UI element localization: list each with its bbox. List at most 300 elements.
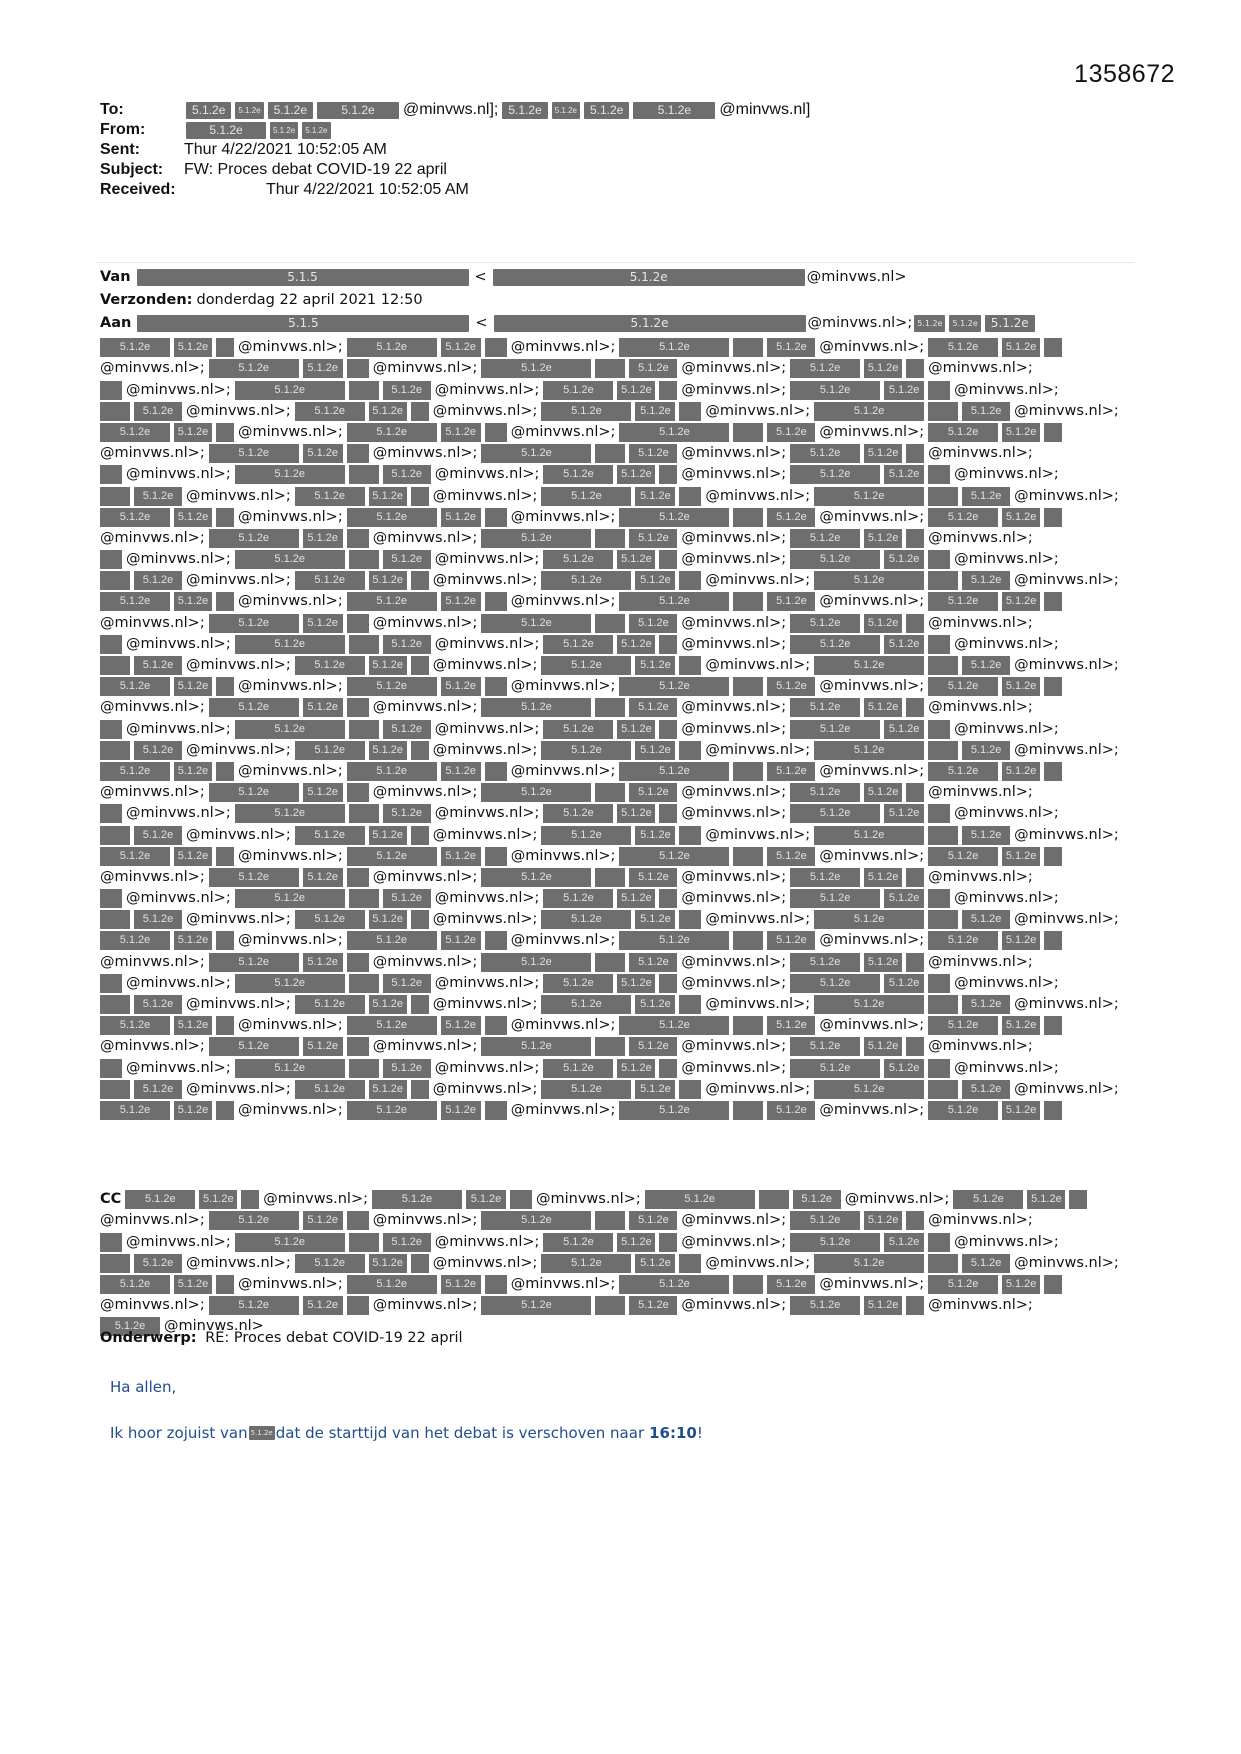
redaction <box>485 847 507 866</box>
message-line <box>110 1424 703 1442</box>
redaction: 5.1.2e <box>270 122 298 139</box>
redaction: 5.1.2e <box>303 1037 343 1056</box>
redaction <box>659 550 677 569</box>
redaction: 5.1.2e <box>235 720 345 739</box>
redaction: 5.1.2e <box>635 826 675 845</box>
redaction: 5.1.2e <box>235 465 345 484</box>
redaction: 5.1.2e <box>441 592 481 611</box>
recipient-line <box>100 1296 1136 1315</box>
redaction <box>679 656 701 675</box>
redaction: 5.1.2e <box>543 804 613 823</box>
redaction: 5.1.2e <box>541 487 631 506</box>
redaction: 5.1.2e <box>347 423 437 442</box>
redaction: 5.1.2e <box>790 868 860 887</box>
redaction: 5.1.2e <box>864 953 902 972</box>
redaction: 5.1.2e <box>619 762 729 781</box>
recipient-domain: @minvws.nl>; <box>100 360 205 377</box>
redaction: 5.1.2e <box>635 1080 675 1099</box>
recipient-domain: @minvws.nl>; <box>372 1038 478 1055</box>
redaction <box>347 359 369 378</box>
recipient-domain: @minvws.nl>; <box>954 381 1059 398</box>
recipient-domain: @minvws.nl>; <box>844 1191 950 1208</box>
redaction: 5.1.2e <box>635 656 675 675</box>
redaction <box>595 868 625 887</box>
recipient-domain: @minvws.nl>; <box>126 720 231 737</box>
redaction <box>679 487 701 506</box>
redaction <box>411 826 429 845</box>
redaction <box>485 423 507 442</box>
verzonden-row <box>100 289 1136 312</box>
redaction <box>679 402 701 421</box>
redaction <box>349 465 379 484</box>
redaction: 5.1.2e <box>928 592 998 611</box>
redaction: 5.1.2e <box>814 995 924 1014</box>
recipient-domain: @minvws.nl>; <box>434 381 540 398</box>
redaction <box>928 550 950 569</box>
redaction <box>733 338 763 357</box>
redaction <box>1044 762 1062 781</box>
redaction: 5.1.2e <box>235 381 345 400</box>
recipient-line <box>100 550 1136 569</box>
redaction: 5.1.2e <box>884 1233 924 1252</box>
recipient-domain: @minvws.nl>; <box>372 868 478 885</box>
redaction: 5.1.2e <box>383 974 431 993</box>
redaction: 5.1.2e <box>100 677 170 696</box>
recipient-domain: @minvws.nl>; <box>819 932 925 949</box>
redaction <box>347 1037 369 1056</box>
van-row: Van 5.1.5 < 5.1.2e @minvws.nl> <box>100 266 1136 289</box>
redaction: 5.1.2e <box>790 359 860 378</box>
redaction: 5.1.2e <box>645 1190 755 1209</box>
redaction: 5.1.2e <box>884 974 924 993</box>
redaction <box>347 614 369 633</box>
recipient-domain: @minvws.nl>; <box>238 762 343 779</box>
redaction: 5.1.2e <box>134 1080 182 1099</box>
redaction: 5.1.2e <box>209 1296 299 1315</box>
redaction: 5.1.2e <box>441 762 481 781</box>
redaction <box>659 635 677 654</box>
redaction <box>679 741 701 760</box>
recipient-domain: @minvws.nl>; <box>263 1191 368 1208</box>
redaction: 5.1.2e <box>347 592 437 611</box>
recipient-domain: @minvws.nl>; <box>372 699 478 716</box>
recipient-domain: @minvws.nl>; <box>928 445 1033 462</box>
recipient-line <box>100 465 1136 484</box>
redaction: 5.1.2e <box>383 465 431 484</box>
recipient-domain: @minvws.nl>; <box>126 974 231 991</box>
redaction <box>241 1190 259 1209</box>
redaction <box>485 1275 507 1294</box>
redaction <box>928 826 958 845</box>
recipient-domain: @minvws.nl>; <box>681 890 787 907</box>
recipient-domain: @minvws.nl>; <box>372 445 478 462</box>
redaction: 5.1.2e <box>619 338 729 357</box>
redaction <box>1044 338 1062 357</box>
recipient-domain: @minvws.nl>; <box>372 529 478 546</box>
redaction <box>679 1080 701 1099</box>
redaction: 5.1.2e <box>441 508 481 527</box>
redaction: 5.1.2e <box>481 1296 591 1315</box>
redaction <box>906 444 924 463</box>
recipient-domain: @minvws.nl>; <box>238 1275 343 1292</box>
recipient-domain: @minvws.nl>; <box>100 529 205 546</box>
redaction <box>485 1016 507 1035</box>
redaction <box>733 423 763 442</box>
redaction: 5.1.2e <box>295 1254 365 1273</box>
recipient-line <box>100 762 1136 781</box>
redaction: 5.1.2e <box>134 741 182 760</box>
redaction <box>100 1059 122 1078</box>
redaction <box>1044 1275 1062 1294</box>
recipient-domain: @minvws.nl>; <box>372 953 478 970</box>
redaction <box>659 465 677 484</box>
recipient-domain: @minvws.nl>; <box>126 805 231 822</box>
redaction <box>485 1101 507 1120</box>
recipient-domain: @minvws.nl>; <box>510 932 616 949</box>
recipient-domain: @minvws.nl>; <box>186 402 291 419</box>
redaction <box>216 508 234 527</box>
redaction <box>100 974 122 993</box>
recipient-line <box>100 826 1136 845</box>
recipient-line <box>100 868 1136 887</box>
redaction <box>733 677 763 696</box>
recipient-domain: @minvws.nl>; <box>186 572 291 589</box>
redaction <box>906 1211 924 1230</box>
redaction <box>510 1190 532 1209</box>
recipient-domain: @minvws.nl>; <box>372 360 478 377</box>
redaction <box>411 1254 429 1273</box>
recipient-domain: @minvws.nl>; <box>186 996 291 1012</box>
recipient-domain: @minvws.nl>; <box>372 784 478 801</box>
recipient-domain: @minvws.nl>; <box>126 1059 231 1076</box>
redaction: 5.1.2e <box>209 614 299 633</box>
redaction: 5.1.2e <box>383 550 431 569</box>
redaction: 5.1.2e <box>174 931 212 950</box>
message-after: dat de starttijd van het debat is verschoven naar <box>275 1424 645 1442</box>
redaction: 5.1.2e <box>962 571 1010 590</box>
recipient-line <box>100 698 1136 717</box>
redaction: 5.1.2e <box>552 102 580 119</box>
message-exclaim: ! <box>696 1424 703 1442</box>
to-domain: @minvws.nl] <box>719 101 811 118</box>
redaction: 5.1.2e <box>295 402 365 421</box>
redaction: 5.1.2e <box>100 762 170 781</box>
redaction: 5.1.5 <box>137 269 469 286</box>
recipient-domain: @minvws.nl>; <box>705 911 811 928</box>
redaction: 5.1.2e <box>249 1426 275 1440</box>
redaction: 5.1.2e <box>814 656 924 675</box>
redaction: 5.1.2e <box>790 1233 880 1252</box>
redaction: 5.1.2e <box>864 698 902 717</box>
redaction: 5.1.2e <box>790 444 860 463</box>
recipient-domain: @minvws.nl>; <box>1014 1080 1119 1097</box>
redaction <box>733 592 763 611</box>
redaction: 5.1.2e <box>441 677 481 696</box>
redaction: 5.1.2e <box>100 847 170 866</box>
redaction: 5.1.2e <box>635 487 675 506</box>
redaction: 5.1.2e <box>790 1037 860 1056</box>
recipient-line <box>100 571 1136 590</box>
redaction <box>411 1080 429 1099</box>
redaction <box>659 381 677 400</box>
recipient-domain: @minvws.nl>; <box>681 699 787 716</box>
redaction <box>349 804 379 823</box>
redaction: 5.1.2e <box>767 338 815 357</box>
recipient-domain: @minvws.nl>; <box>434 1059 540 1076</box>
redaction <box>100 995 130 1014</box>
redaction: 5.1.2e <box>985 315 1035 332</box>
recipient-domain: @minvws.nl>; <box>681 529 787 546</box>
redaction: 5.1.2e <box>864 783 902 802</box>
recipient-domain: @minvws.nl>; <box>1014 572 1119 589</box>
redaction: 5.1.2e <box>347 847 437 866</box>
recipient-domain: @minvws.nl>; <box>434 805 540 822</box>
redaction: 5.1.2e <box>235 550 345 569</box>
redaction: 5.1.2e <box>174 423 212 442</box>
onderwerp-value: RE: Proces debat COVID-19 22 april <box>205 1330 463 1346</box>
recipient-line <box>100 889 1136 908</box>
recipient-line <box>100 1254 1136 1273</box>
redaction: 5.1.2e <box>928 423 998 442</box>
redaction <box>928 995 958 1014</box>
email-header <box>100 100 812 200</box>
redaction: 5.1.2e <box>303 614 343 633</box>
recipient-line <box>100 1059 1136 1078</box>
recipient-domain: @minvws.nl>; <box>681 1233 787 1250</box>
redaction: 5.1.2e <box>790 974 880 993</box>
redaction: 5.1.2e <box>767 677 815 696</box>
recipient-domain: @minvws.nl>; <box>126 890 231 907</box>
redaction: 5.1.2e <box>174 677 212 696</box>
from-value <box>184 120 333 140</box>
redaction: 5.1.2e <box>383 635 431 654</box>
redaction: 5.1.2e <box>541 571 631 590</box>
recipient-domain: @minvws.nl>; <box>432 911 538 928</box>
redaction: 5.1.2e <box>814 1080 924 1099</box>
redaction: 5.1.2e <box>617 465 655 484</box>
redaction: 5.1.2e <box>235 889 345 908</box>
recipient-domain: @minvws.nl>; <box>819 508 925 525</box>
redaction <box>679 826 701 845</box>
redaction: 5.1.2e <box>369 1254 407 1273</box>
recipient-domain: @minvws.nl>; <box>1014 826 1119 843</box>
redaction: 5.1.2e <box>174 847 212 866</box>
redaction <box>906 783 924 802</box>
recipient-domain: @minvws.nl>; <box>819 847 925 864</box>
recipient-domain: @minvws.nl>; <box>238 423 343 440</box>
redaction: 5.1.2e <box>134 402 182 421</box>
redaction: 5.1.2e <box>369 995 407 1014</box>
redaction <box>216 762 234 781</box>
recipient-domain: @minvws.nl>; <box>238 593 343 610</box>
redaction: 5.1.2e <box>235 102 263 119</box>
redaction: 5.1.2e <box>295 571 365 590</box>
redaction <box>411 571 429 590</box>
recipient-domain: @minvws.nl>; <box>681 784 787 801</box>
recipient-domain: @minvws.nl>; <box>434 466 540 483</box>
redaction: 5.1.2e <box>962 487 1010 506</box>
redaction: 5.1.2e <box>295 826 365 845</box>
redaction: 5.1.2e <box>100 1275 170 1294</box>
recipient-domain: @minvws.nl>; <box>126 635 231 652</box>
redaction: 5.1.2e <box>303 783 343 802</box>
redaction: 5.1.2e <box>541 656 631 675</box>
redaction: 5.1.2e <box>962 910 1010 929</box>
redaction <box>759 1190 789 1209</box>
recipient-domain: @minvws.nl>; <box>100 614 205 631</box>
redaction <box>659 804 677 823</box>
redaction: 5.1.2e <box>209 359 299 378</box>
redaction: 5.1.2e <box>884 381 924 400</box>
redaction: 5.1.2e <box>372 1190 462 1209</box>
recipient-line <box>100 804 1136 823</box>
recipient-domain: @minvws.nl>; <box>432 996 538 1012</box>
recipient-domain: @minvws.nl>; <box>681 720 787 737</box>
redaction: 5.1.2e <box>441 1275 481 1294</box>
redaction: 5.1.2e <box>1002 338 1040 357</box>
redaction <box>595 1296 625 1315</box>
redaction: 5.1.2e <box>543 1059 613 1078</box>
recipient-domain: @minvws.nl>; <box>819 1101 925 1118</box>
redaction: 5.1.2e <box>629 359 677 378</box>
redaction <box>906 1296 924 1315</box>
recipient-line <box>100 338 1136 357</box>
redaction: 5.1.2e <box>629 783 677 802</box>
redaction <box>679 910 701 929</box>
redaction: 5.1.2e <box>100 1317 160 1336</box>
redaction <box>100 487 130 506</box>
redaction <box>100 889 122 908</box>
recipient-domain: @minvws.nl>; <box>954 466 1059 483</box>
redaction: 5.1.2e <box>790 889 880 908</box>
redaction: 5.1.2e <box>1002 1016 1040 1035</box>
recipient-domain: @minvws.nl>; <box>681 868 787 885</box>
redaction: 5.1.2e <box>962 741 1010 760</box>
recipient-domain: @minvws.nl>; <box>510 593 616 610</box>
subject-label: Subject: <box>100 161 164 178</box>
subject-row <box>100 160 812 180</box>
redaction: 5.1.2e <box>864 1296 902 1315</box>
redaction: 5.1.2e <box>235 804 345 823</box>
redaction: 5.1.2e <box>543 381 613 400</box>
aan-domain: @minvws.nl>; <box>807 315 913 332</box>
redaction: 5.1.2e <box>174 592 212 611</box>
redaction: 5.1.2e <box>635 741 675 760</box>
redaction: 5.1.2e <box>790 720 880 739</box>
redaction: 5.1.2e <box>629 698 677 717</box>
redaction: 5.1.2e <box>767 931 815 950</box>
recipient-domain: @minvws.nl>; <box>186 1080 291 1097</box>
redaction: 5.1.2e <box>303 698 343 717</box>
redaction: 5.1.2e <box>541 910 631 929</box>
redaction: 5.1.2e <box>629 614 677 633</box>
redaction: 5.1.2e <box>209 1037 299 1056</box>
redaction: 5.1.2e <box>928 931 998 950</box>
redaction: 5.1.2e <box>347 508 437 527</box>
redaction: 5.1.2e <box>295 1080 365 1099</box>
recipient-line <box>100 592 1136 611</box>
redaction <box>216 931 234 950</box>
redaction <box>906 868 924 887</box>
redaction: 5.1.2e <box>303 868 343 887</box>
recipient-line <box>100 1211 1136 1230</box>
redaction: 5.1.2e <box>814 826 924 845</box>
redaction: 5.1.2e <box>767 1275 815 1294</box>
received-value: Thur 4/22/2021 10:52:05 AM <box>266 181 469 198</box>
redaction: 5.1.2e <box>481 359 591 378</box>
redaction: 5.1.2e <box>884 889 924 908</box>
redaction <box>928 635 950 654</box>
redaction: 5.1.2e <box>295 741 365 760</box>
redaction: 5.1.2e <box>584 102 629 119</box>
redaction <box>216 847 234 866</box>
redaction <box>347 1211 369 1230</box>
recipient-domain: @minvws.nl>; <box>372 1297 478 1314</box>
sent-row <box>100 140 812 160</box>
recipient-line <box>100 487 1136 506</box>
redaction <box>679 995 701 1014</box>
redaction <box>100 1254 130 1273</box>
recipient-domain: @minvws.nl>; <box>1014 487 1119 504</box>
redaction: 5.1.2e <box>174 1275 212 1294</box>
redaction: 5.1.2e <box>962 1080 1010 1099</box>
redaction: 5.1.2e <box>369 1080 407 1099</box>
recipient-domain: @minvws.nl>; <box>928 868 1033 885</box>
redaction: 5.1.2e <box>864 1211 902 1230</box>
redaction: 5.1.2e <box>100 1016 170 1035</box>
redaction <box>347 529 369 548</box>
redaction: 5.1.2e <box>369 571 407 590</box>
redaction <box>216 1101 234 1120</box>
recipient-domain: @minvws.nl>; <box>1014 911 1119 928</box>
redaction: 5.1.2e <box>790 1059 880 1078</box>
redaction <box>411 402 429 421</box>
recipient-domain: @minvws.nl>; <box>434 974 540 991</box>
onderwerp-row <box>100 1330 463 1346</box>
redaction: 5.1.2e <box>790 1296 860 1315</box>
redaction: 5.1.2e <box>619 847 729 866</box>
recipient-domain: @minvws.nl>; <box>238 1101 343 1118</box>
recipient-domain: @minvws.nl>; <box>186 657 291 673</box>
recipient-domain: @minvws.nl>; <box>1014 996 1119 1012</box>
redaction: 5.1.2e <box>635 1254 675 1273</box>
redaction: 5.1.2e <box>790 614 860 633</box>
recipient-domain: @minvws.nl>; <box>705 826 811 843</box>
redaction: 5.1.2e <box>914 315 945 332</box>
redaction: 5.1.2e <box>864 444 902 463</box>
onderwerp-label: Onderwerp: <box>100 1330 197 1346</box>
redaction: 5.1.2e <box>767 1101 815 1120</box>
recipient-domain: @minvws.nl>; <box>1014 402 1119 419</box>
recipient-domain: @minvws.nl>; <box>819 1017 925 1034</box>
redaction: 5.1.2e <box>543 1233 613 1252</box>
redaction: 5.1.2e <box>441 931 481 950</box>
redaction: 5.1.2e <box>441 847 481 866</box>
redaction: 5.1.2e <box>369 487 407 506</box>
redaction: 5.1.2e <box>134 826 182 845</box>
recipient-domain: @minvws.nl>; <box>681 1212 787 1229</box>
recipient-domain: @minvws.nl>; <box>372 614 478 631</box>
recipient-domain: @minvws.nl>; <box>681 445 787 462</box>
redaction <box>733 1275 763 1294</box>
recipient-domain: @minvws.nl>; <box>928 699 1033 716</box>
redaction: 5.1.2e <box>347 338 437 357</box>
redaction <box>100 656 130 675</box>
redaction: 5.1.2e <box>617 635 655 654</box>
redaction: 5.1.2e <box>619 1016 729 1035</box>
redaction <box>595 698 625 717</box>
recipient-domain: @minvws.nl>; <box>238 508 343 525</box>
